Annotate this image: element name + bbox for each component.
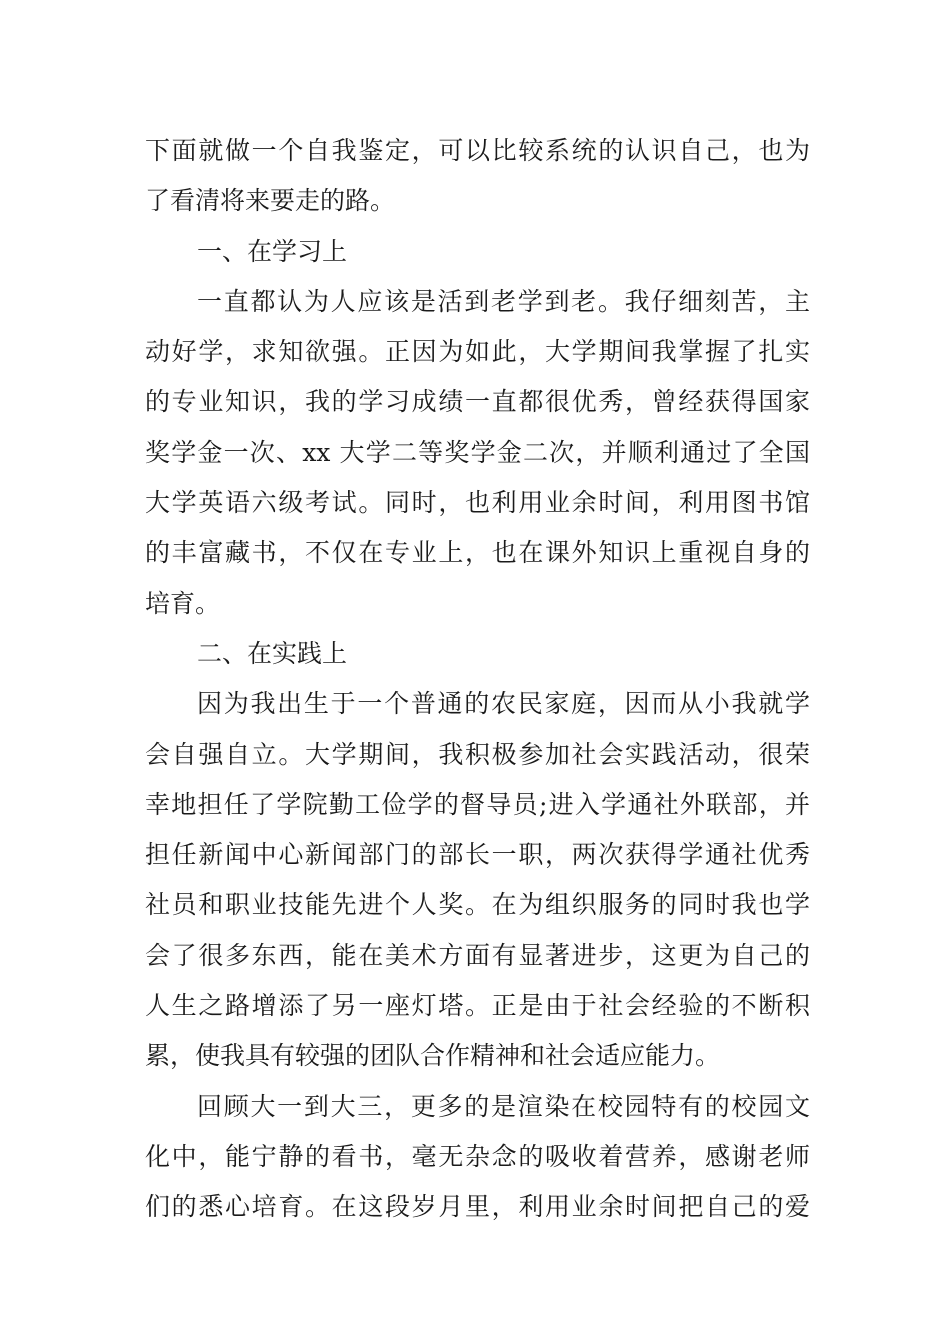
text-line: 的丰富藏书，不仅在专业上，也在课外知识上重视自身的 (145, 538, 810, 568)
text-line: 动好学，求知欲强。正因为如此，大学期间我掌握了扎实 (145, 337, 810, 367)
text-line: 的专业知识，我的学习成绩一直都很优秀，曾经获得国家 (145, 387, 810, 417)
section-heading: 二、在实践上 (197, 638, 348, 668)
text-line: 社员和职业技能先进个人奖。在为组织服务的同时我也学 (145, 890, 810, 920)
text-line: 大学英语六级考试。同时，也利用业余时间，利用图书馆 (145, 488, 810, 518)
text-line: 累，使我具有较强的团队合作精神和社会适应能力。 (145, 1041, 721, 1071)
text-line: 会自强自立。大学期间，我积极参加社会实践活动，很荣 (145, 739, 810, 769)
text-line: 一直都认为人应该是活到老学到老。我仔细刻苦，主 (197, 286, 810, 316)
text-line: 了看清将来要走的路。 (145, 186, 396, 216)
text-line: 幸地担任了学院勤工俭学的督导员;进入学通社外联部，并 (145, 789, 810, 819)
text-line: 们的悉心培育。在这段岁月里，利用业余时间把自己的爱 (145, 1192, 810, 1222)
text-line: 因为我出生于一个普通的农民家庭，因而从小我就学 (197, 689, 810, 719)
section-heading: 一、在学习上 (197, 236, 348, 266)
text-line: 培育。 (145, 588, 221, 618)
text-line: 奖学金一次、xx 大学二等奖学金二次，并顺利通过了全国 (145, 437, 810, 467)
text-line: 回顾大一到大三，更多的是渲染在校园特有的校园文 (197, 1091, 810, 1121)
text-line: 下面就做一个自我鉴定，可以比较系统的认识自己，也为 (145, 136, 810, 165)
text-line: 会了很多东西，能在美术方面有显著进步，这更为自己的 (145, 940, 810, 970)
document-body (145, 126, 810, 1233)
text-line: 化中，能宁静的看书，毫无杂念的吸收着营养，感谢老师 (145, 1141, 810, 1171)
text-line: 人生之路增添了另一座灯塔。正是由于社会经验的不断积 (145, 991, 810, 1021)
text-line: 担任新闻中心新闻部门的部长一职，两次获得学通社优秀 (145, 840, 810, 870)
